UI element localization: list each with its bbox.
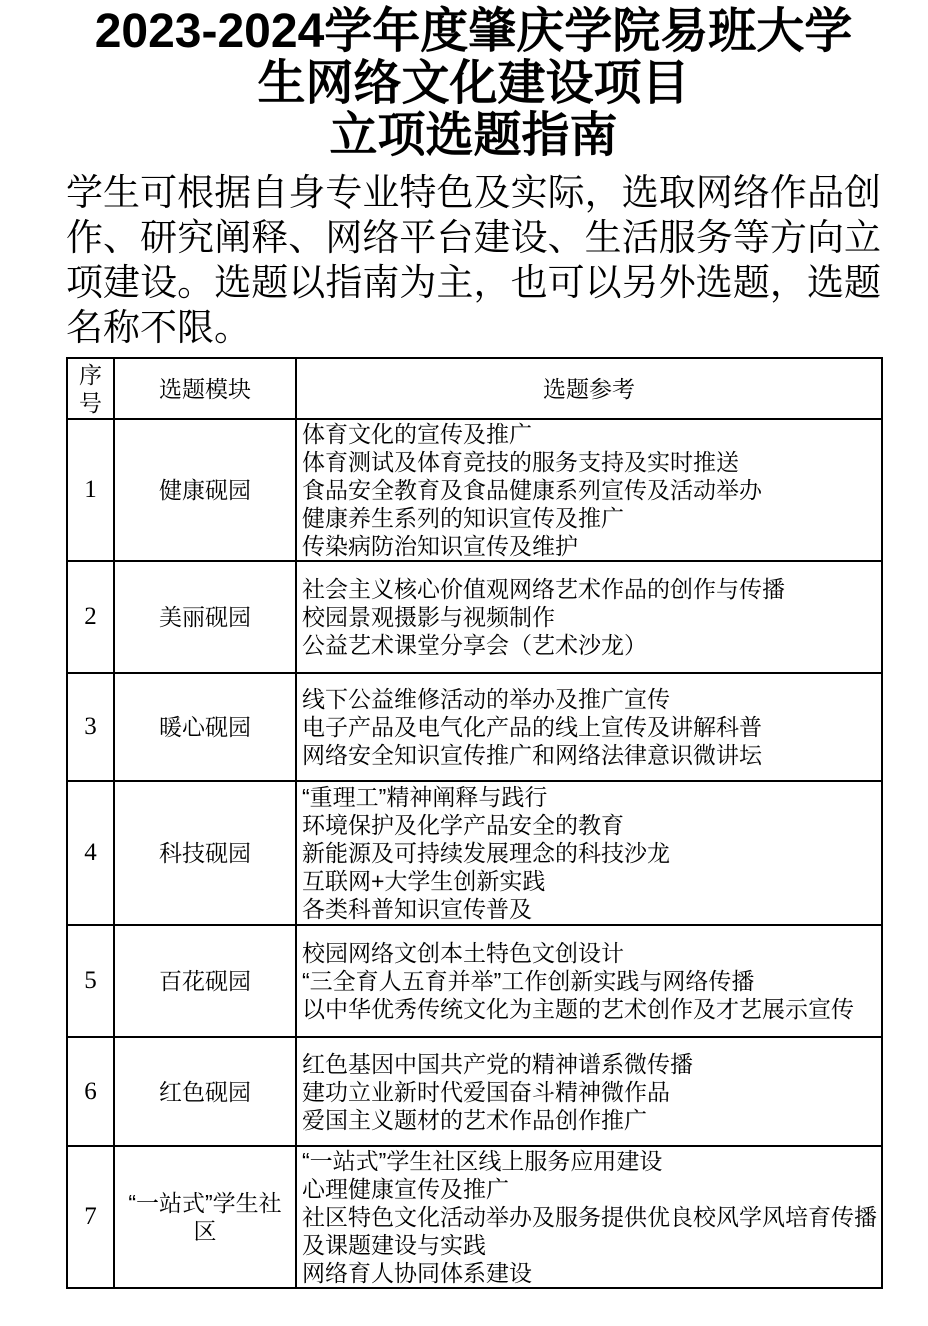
row-module: 科技砚园 xyxy=(114,781,296,925)
row-index: 5 xyxy=(67,925,114,1037)
topic-table-body xyxy=(67,419,882,1288)
reference-line: 体育测试及体育竞技的服务支持及实时推送 xyxy=(302,449,739,475)
row-references xyxy=(296,1146,882,1288)
reference-line: 互联网+大学生创新实践 xyxy=(302,868,546,894)
row-index: 6 xyxy=(67,1037,114,1146)
row-module: “一站式”学生社区 xyxy=(114,1146,296,1288)
reference-line: 校园景观摄影与视频制作 xyxy=(302,604,555,630)
reference-line: “一站式”学生社区线上服务应用建设 xyxy=(302,1148,663,1174)
reference-line: 社区特色文化活动举办及服务提供优良校风学风培育传播及课题建设与实践 xyxy=(302,1204,877,1258)
title-line-1: 2023-2024学年度肇庆学院易班大学 xyxy=(94,5,853,58)
document-title xyxy=(66,6,881,162)
title-line-2: 生网络文化建设项目 xyxy=(257,57,690,110)
row-module: 红色砚园 xyxy=(114,1037,296,1146)
row-module: 美丽砚园 xyxy=(114,561,296,673)
header-module: 选题模块 xyxy=(114,358,296,419)
reference-line: 建功立业新时代爱国奋斗精神微作品 xyxy=(302,1078,670,1105)
reference-line: 红色基因中国共产党的精神谱系微传播 xyxy=(302,1050,693,1077)
reference-line: 食品安全教育及食品健康系列宣传及活动举办 xyxy=(302,477,762,503)
header-reference: 选题参考 xyxy=(296,358,882,419)
table-row xyxy=(67,673,882,781)
table-row xyxy=(67,1146,882,1288)
table-row xyxy=(67,1037,882,1146)
reference-line: “重理工”精神阐释与践行 xyxy=(302,784,548,810)
row-index: 3 xyxy=(67,673,114,781)
reference-line: 网络育人协同体系建设 xyxy=(302,1260,532,1286)
table-row xyxy=(67,561,882,673)
table-row xyxy=(67,419,882,561)
reference-line: 网络安全知识宣传推广和网络法律意识微讲坛 xyxy=(302,742,762,768)
intro-paragraph: 学生可根据自身专业特色及实际，选取网络作品创作、研究阐释、网络平台建设、生活服务等方向立项建设。选题以指南为主，也可以另外选题，选题名称不限。 xyxy=(66,172,881,348)
reference-line: 社会主义核心价值观网络艺术作品的创作与传播 xyxy=(302,576,785,602)
reference-line: 体育文化的宣传及推广 xyxy=(302,421,532,447)
row-module: 暖心砚园 xyxy=(114,673,296,781)
reference-line: 心理健康宣传及推广 xyxy=(302,1176,509,1202)
topic-table xyxy=(66,357,883,1289)
row-references xyxy=(296,673,882,781)
table-row xyxy=(67,781,882,925)
row-index: 4 xyxy=(67,781,114,925)
row-references xyxy=(296,925,882,1037)
header-index: 序号 xyxy=(67,358,114,419)
reference-line: 线下公益维修活动的举办及推广宣传 xyxy=(302,686,670,712)
reference-line: 环境保护及化学产品安全的教育 xyxy=(302,812,624,838)
reference-line: 公益艺术课堂分享会（艺术沙龙） xyxy=(302,632,647,658)
row-references xyxy=(296,419,882,561)
reference-line: 各类科普知识宣传普及 xyxy=(302,896,532,922)
topic-table-header xyxy=(67,358,882,419)
row-module: 健康砚园 xyxy=(114,419,296,561)
reference-line: “三全育人五育并举”工作创新实践与网络传播 xyxy=(302,968,755,994)
row-module: 百花砚园 xyxy=(114,925,296,1037)
reference-line: 爱国主义题材的艺术作品创作推广 xyxy=(302,1106,647,1133)
row-index: 2 xyxy=(67,561,114,673)
table-row xyxy=(67,925,882,1037)
reference-line: 传染病防治知识宣传及维护 xyxy=(302,533,578,559)
reference-line: 新能源及可持续发展理念的科技沙龙 xyxy=(302,840,670,866)
reference-line: 校园网络文创本土特色文创设计 xyxy=(302,940,624,966)
title-line-3: 立项选题指南 xyxy=(329,109,618,162)
row-references xyxy=(296,1037,882,1146)
row-index: 1 xyxy=(67,419,114,561)
reference-line: 健康养生系列的知识宣传及推广 xyxy=(302,505,624,531)
reference-line: 以中华优秀传统文化为主题的艺术创作及才艺展示宣传 xyxy=(302,996,854,1022)
row-references xyxy=(296,781,882,925)
reference-line: 电子产品及电气化产品的线上宣传及讲解科普 xyxy=(302,714,762,740)
row-references xyxy=(296,561,882,673)
row-index: 7 xyxy=(67,1146,114,1288)
header-row xyxy=(67,358,882,419)
